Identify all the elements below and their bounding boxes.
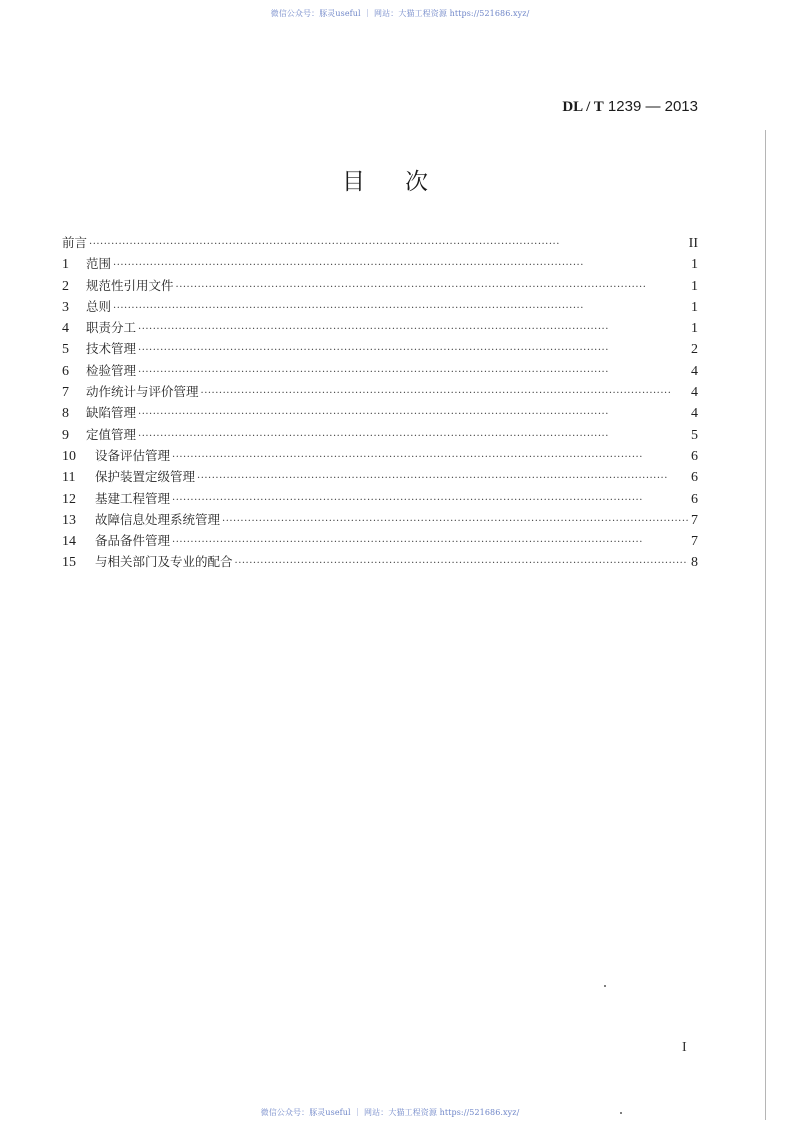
toc-entry[interactable] [62, 297, 698, 318]
toc-entry-number: 10 [62, 448, 76, 464]
toc-entry-label: 故障信息处理系统管理 [95, 511, 221, 527]
toc-leader-dots [138, 324, 688, 335]
toc-entry[interactable] [62, 318, 698, 339]
toc-leader-dots [172, 495, 688, 506]
toc-leader-dots [138, 431, 688, 442]
toc-entry-label: 范围 [86, 256, 112, 272]
toc-entry-page: 7 [691, 512, 698, 528]
toc-entry-label: 职责分工 [86, 320, 137, 336]
toc-entry-page: 4 [691, 363, 698, 379]
toc-entry-page: 7 [691, 534, 698, 550]
toc-entry-label: 技术管理 [86, 341, 137, 357]
toc-entry-label: 定值管理 [86, 426, 137, 442]
toc-entry[interactable] [62, 446, 698, 467]
page-edge-line [765, 130, 766, 1120]
toc-entry[interactable] [62, 531, 698, 552]
toc-entry[interactable] [62, 382, 698, 403]
toc-entry-number: 14 [62, 534, 76, 550]
toc-entry-page: 1 [691, 278, 698, 294]
toc-leader-dots [201, 388, 688, 399]
toc-entry-page: 2 [691, 342, 698, 358]
toc-entry-label: 前言 [62, 235, 88, 250]
toc-leader-dots [172, 537, 688, 548]
toc-leader-dots [138, 367, 688, 378]
toc-entry[interactable] [62, 276, 698, 297]
toc-leader-dots [138, 345, 688, 356]
toc-entry-label: 动作统计与评价管理 [86, 384, 199, 400]
page-title: 目次 [342, 169, 468, 195]
toc-leader-dots [197, 473, 688, 484]
table-of-contents [62, 233, 698, 574]
toc-entry[interactable] [62, 339, 698, 360]
toc-entry-number: 2 [62, 278, 69, 294]
toc-leader-dots [172, 452, 688, 463]
page-number: I [682, 1040, 687, 1055]
standard-prefix: DL / T [562, 99, 604, 115]
toc-entry-label: 检验管理 [86, 362, 137, 378]
toc-entry-number: 15 [62, 555, 76, 571]
toc-entry-label: 基建工程管理 [95, 490, 171, 506]
toc-entry-number: 12 [62, 491, 76, 507]
toc-entry-label: 设备评估管理 [95, 447, 171, 463]
toc-entry-page: 6 [691, 448, 698, 464]
toc-entry-label: 缺陷管理 [86, 405, 137, 421]
toc-entry-page: 4 [691, 406, 698, 422]
toc-entry-number: 1 [62, 257, 69, 273]
toc-entry-page: 8 [691, 555, 698, 571]
scan-speck [604, 985, 606, 987]
toc-entry-number: 13 [62, 512, 76, 528]
toc-leader-dots [176, 282, 688, 293]
toc-entry-label: 总则 [86, 298, 112, 314]
toc-entry-page: 6 [691, 470, 698, 486]
toc-leader-dots [113, 303, 688, 314]
toc-leader-dots [222, 516, 688, 527]
toc-entry[interactable] [62, 552, 698, 573]
toc-leader-dots [138, 409, 688, 420]
toc-entry-label: 备品备件管理 [95, 533, 171, 549]
standard-code [562, 98, 698, 116]
toc-entry-page: 5 [691, 427, 698, 443]
toc-entry-page: 6 [691, 491, 698, 507]
toc-entry[interactable] [62, 510, 698, 531]
toc-entry-number: 11 [62, 470, 76, 486]
toc-entry-page: II [688, 236, 698, 251]
toc-entry[interactable] [62, 425, 698, 446]
toc-entry-number: 5 [62, 342, 69, 358]
toc-entry-foreword[interactable] [62, 233, 698, 254]
toc-entry-number: 7 [62, 385, 69, 401]
toc-entry-page: 1 [691, 257, 698, 273]
toc-entry-label: 规范性引用文件 [86, 277, 174, 293]
toc-entry-number: 3 [62, 299, 69, 315]
toc-entry-page: 1 [691, 299, 698, 315]
watermark-top: 微信公众号：豚灵useful ｜ 网站：大猫工程资源 https://521686.xyz/ [270, 9, 530, 18]
toc-entry-number: 8 [62, 406, 69, 422]
toc-entry-label: 保护装置定级管理 [95, 469, 196, 485]
toc-entry-number: 9 [62, 427, 69, 443]
watermark-bottom: 微信公众号：豚灵useful ｜ 网站：大猫工程资源 https://521686.xyz/ [260, 1108, 520, 1117]
toc-entry-number: 4 [62, 321, 69, 337]
toc-entry[interactable] [62, 403, 698, 424]
toc-entry[interactable] [62, 361, 698, 382]
toc-leader-dots [235, 558, 688, 569]
toc-leader-dots [113, 260, 688, 271]
toc-entry[interactable] [62, 254, 698, 275]
toc-entry[interactable] [62, 489, 698, 510]
toc-leader-dots [89, 239, 687, 250]
toc-entry-label: 与相关部门及专业的配合 [95, 554, 233, 570]
standard-number: 1239 — 2013 [607, 98, 698, 115]
toc-entry-page: 1 [691, 321, 698, 337]
toc-entry-page: 4 [691, 385, 698, 401]
toc-entry[interactable] [62, 467, 698, 488]
toc-entry-number: 6 [62, 363, 69, 379]
